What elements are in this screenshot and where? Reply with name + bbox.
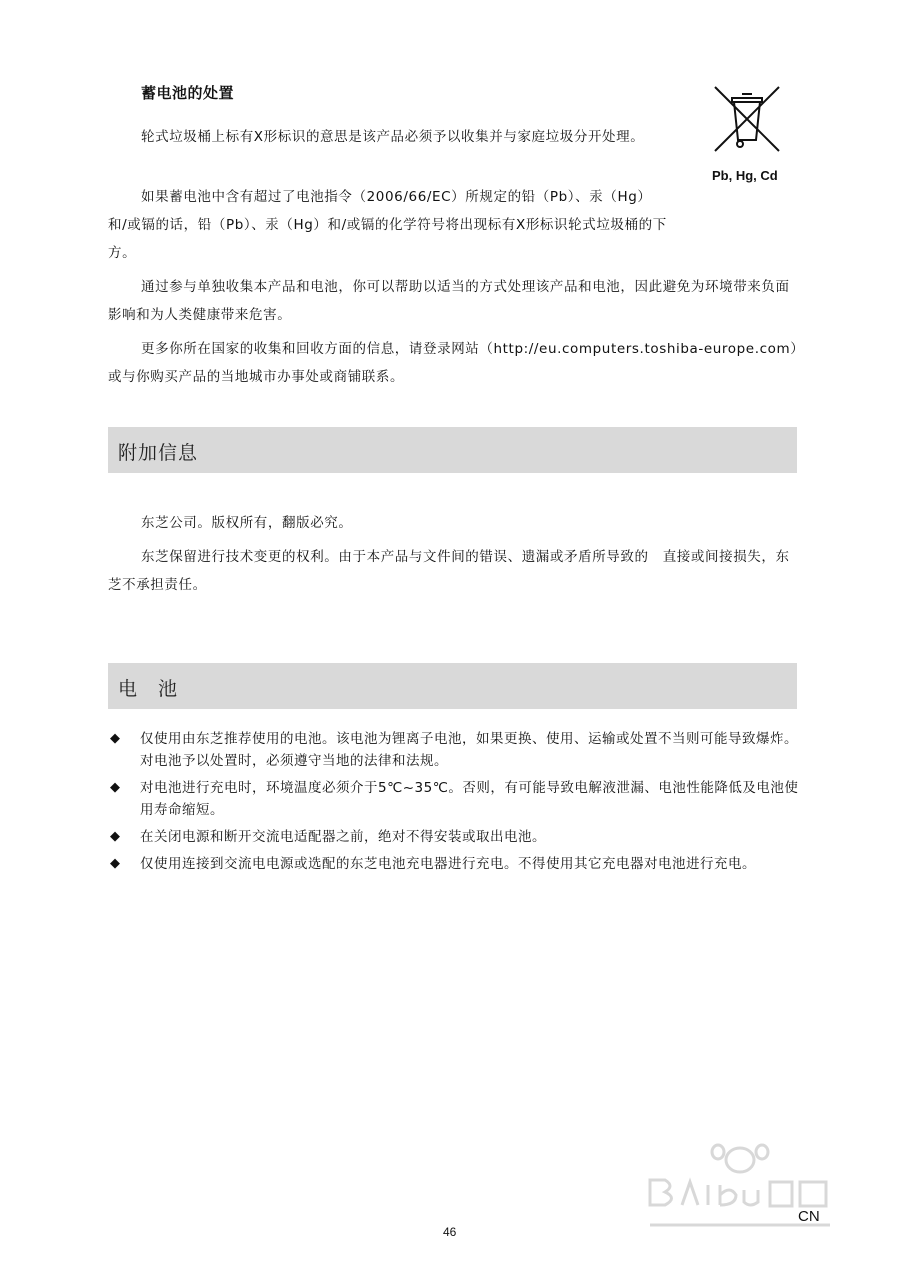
paragraph: 更多你所在国家的收集和回收方面的信息，请登录网站（http://eu.computers.toshiba-europe.com）或与你购买产品的当地城市办事处或商铺联系。 [108, 341, 798, 385]
paragraph: 东芝保留进行技术变更的权利。由于本产品与文件间的错误、遗漏或矛盾所导致的 直接或间接损失，东芝不承担责任。 [108, 549, 790, 593]
battery-disposal-heading: 蓄电池的处置 [141, 84, 235, 102]
additional-info-text [108, 509, 798, 605]
additional-info-header [108, 427, 797, 473]
diamond-bullet-icon: ◆ [110, 780, 121, 795]
section-title: 附加信息 [118, 442, 199, 464]
list-item: ◆ 在关闭电源和断开交流电适配器之前，绝对不得安装或取出电池。 [110, 826, 800, 848]
crossed-out-wheelie-bin-icon [712, 84, 782, 154]
paragraph: 轮式垃圾桶上标有X形标识的意思是该产品必须予以收集并与家庭垃圾分开处理。 [141, 129, 645, 145]
list-item: ◆ 对电池进行充电时，环境温度必须介于5℃~35℃。否则，有可能导致电解液泄漏、电池性能降低及电池使用寿命缩短。 [110, 777, 800, 821]
list-item: ◆ 仅使用由东芝推荐使用的电池。该电池为锂离子电池，如果更换、使用、运输或处置不当则可能导致爆炸。对电池予以处置时，必须遵守当地的法律和法规。 [110, 728, 800, 772]
chemical-symbols-label: Pb, Hg, Cd [712, 168, 778, 183]
diamond-bullet-icon: ◆ [110, 856, 121, 871]
battery-warnings-list [110, 728, 800, 880]
page-number: 46 [443, 1225, 457, 1239]
battery-disposal-text-2 [108, 183, 798, 397]
battery-header [108, 663, 797, 709]
language-label: CN [798, 1208, 820, 1225]
list-item: ◆ 仅使用连接到交流电电源或选配的东芝电池充电器进行充电。不得使用其它充电器对电池进行充电。 [110, 853, 800, 875]
battery-disposal-text [108, 123, 668, 157]
paragraph: 通过参与单独收集本产品和电池，你可以帮助以适当的方式处理该产品和电池，因此避免为环境带来负面影响和为人类健康带来危害。 [108, 279, 790, 323]
diamond-bullet-icon: ◆ [110, 829, 121, 844]
section-title: 电 池 [118, 678, 179, 700]
diamond-bullet-icon: ◆ [110, 731, 121, 746]
paragraph: 东芝公司。版权所有，翻版必究。 [141, 515, 353, 531]
paragraph: 如果蓄电池中含有超过了电池指令（2006/66/EC）所规定的铅（Pb）、汞（Hg）和/或镉的话，铅（Pb）、汞（Hg）和/或镉的化学符号将出现标有X形标识轮式垃圾桶的下方。 [108, 189, 667, 261]
